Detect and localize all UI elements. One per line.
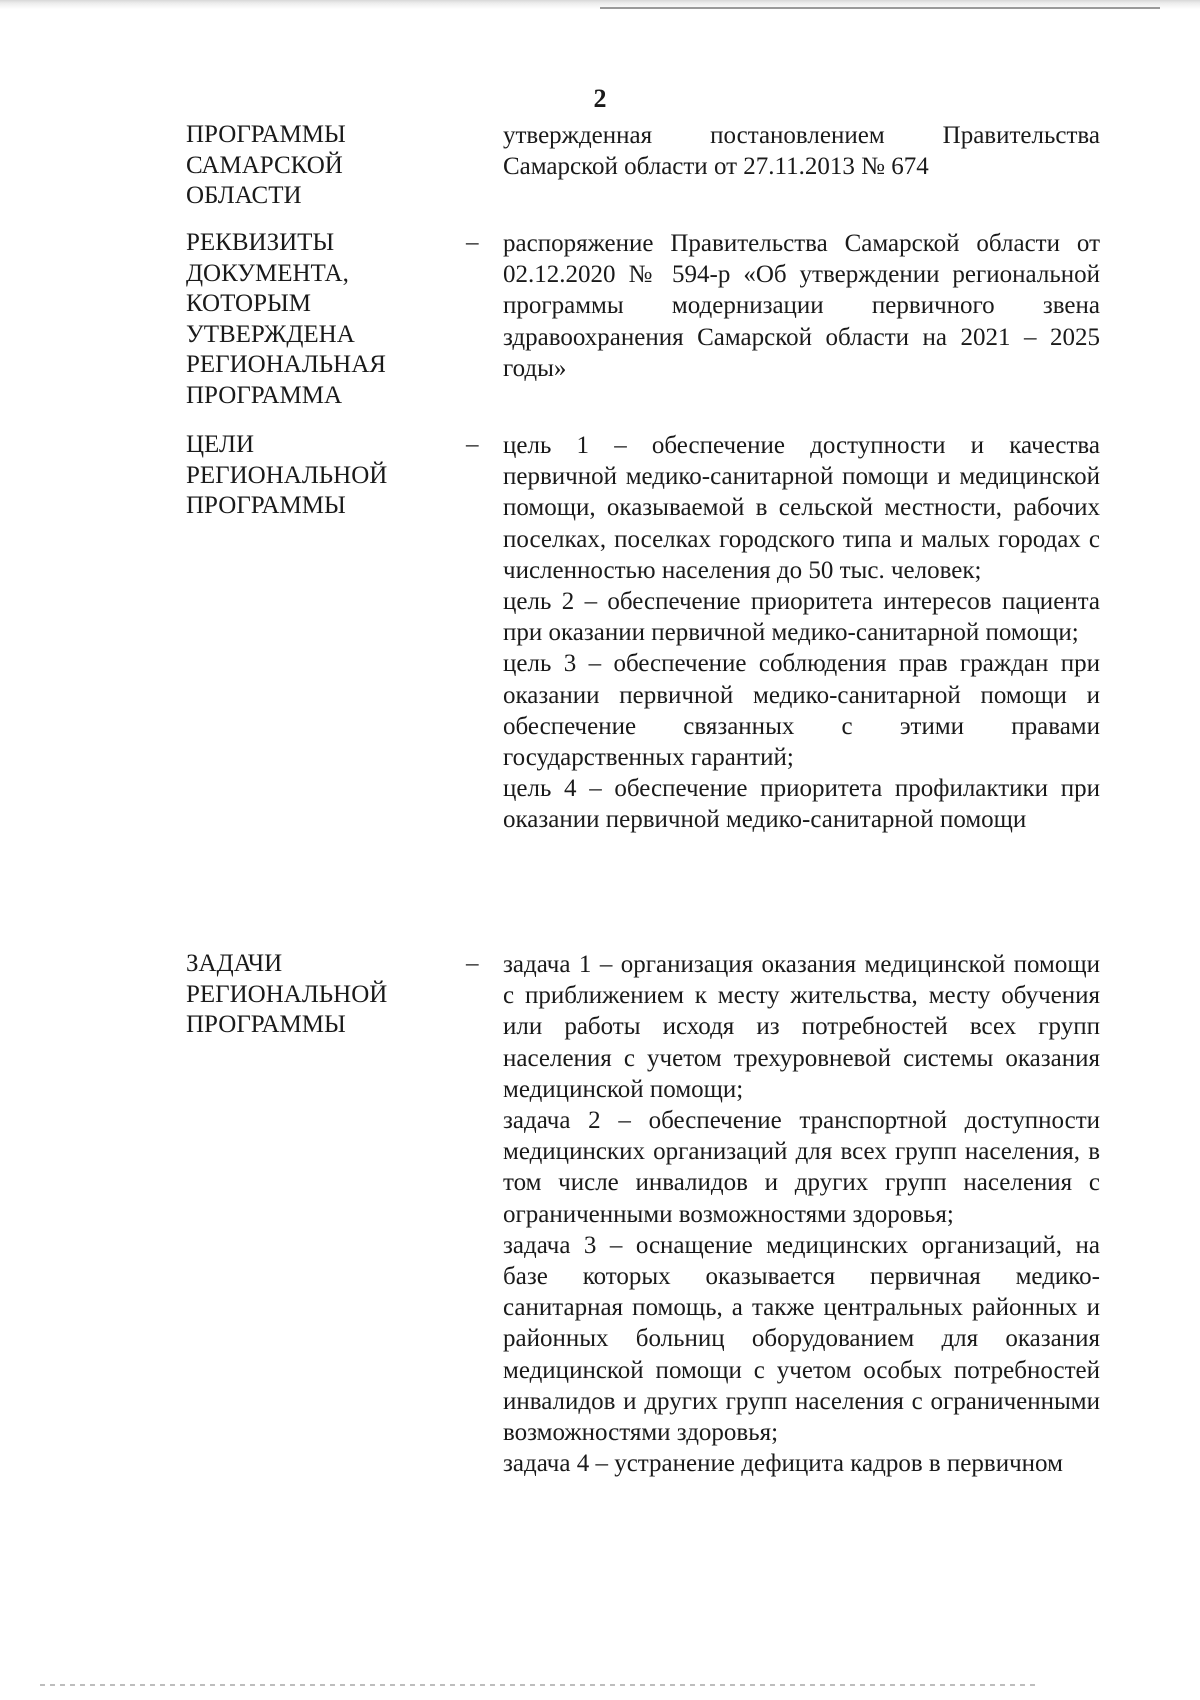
section-label: ПРОГРАММЫ САМАРСКОЙ ОБЛАСТИ bbox=[186, 121, 346, 210]
page-number: 2 bbox=[593, 84, 607, 113]
paragraph: цель 1 – обеспечение доступности и качества первичной медико-санитарной помощи и медицинской помощи, оказываемой в сельской местности, рабочих поселках, поселках городского типа и малых городах с численностью населения до 50 тыс. человек; bbox=[503, 432, 1100, 584]
paragraph: распоряжение Правительства Самарской области от 02.12.2020 № 594-р «Об утверждении региональной программы модернизации первичного звена здравоохранения Самарской области на 2021 – 2025 годы» bbox=[503, 230, 1100, 382]
paragraph: цель 4 – обеспечение приоритета профилактики при оказании первичной медико-санитарной помощи bbox=[503, 775, 1100, 834]
section-value bbox=[503, 228, 1100, 384]
section-label: ЗАДАЧИ РЕГИОНАЛЬНОЙ ПРОГРАММЫ bbox=[186, 950, 388, 1039]
section-value bbox=[503, 430, 1100, 836]
section-value bbox=[503, 120, 1100, 182]
paragraph: задача 1 – организация оказания медицинской помощи с приближением к месту жительства, месту обучения или работы исходя из потребностей всех групп населения с учетом трехуровневой системы оказания медицинской помощи; bbox=[503, 951, 1100, 1103]
section-label: РЕКВИЗИТЫ ДОКУМЕНТА, КОТОРЫМ УТВЕРЖДЕНА РЕГИОНАЛЬНАЯ ПРОГРАММА bbox=[186, 229, 386, 409]
paragraph: задача 4 – устранение дефицита кадров в первичном bbox=[503, 1450, 1063, 1478]
paragraph: задача 2 – обеспечение транспортной доступности медицинских организаций для всех групп населения, в том числе инвалидов и других групп населения с ограниченными возможностями здоровья; bbox=[503, 1107, 1100, 1228]
scan-artifact-bottom bbox=[40, 1684, 1040, 1686]
scan-artifact-line bbox=[600, 7, 1160, 9]
dash-separator: – bbox=[466, 431, 479, 458]
paragraph: цель 2 – обеспечение приоритета интересов пациента при оказании первичной медико-санитарной помощи; bbox=[503, 588, 1100, 647]
paragraph: утвержденная постановлением Правительства Самарской области от 27.11.2013 № 674 bbox=[503, 122, 1100, 181]
paragraph: цель 3 – обеспечение соблюдения прав граждан при оказании первичной медико-санитарной помощи и обеспечение связанных с этими правами государственных гарантий; bbox=[503, 650, 1100, 772]
section-label: ЦЕЛИ РЕГИОНАЛЬНОЙ ПРОГРАММЫ bbox=[186, 431, 388, 520]
paragraph: задача 3 – оснащение медицинских организаций, на базе которых оказывается первичная медико-санитарная помощь, а также центральных районных и районных больниц оборудованием для оказания медицинской помощи с учетом особых потребностей инвалидов и других групп населения с ограниченными возможностями здоровья; bbox=[503, 1231, 1100, 1447]
dash-separator: – bbox=[466, 950, 479, 977]
section-value bbox=[503, 949, 1100, 1479]
dash-separator: – bbox=[466, 229, 479, 256]
